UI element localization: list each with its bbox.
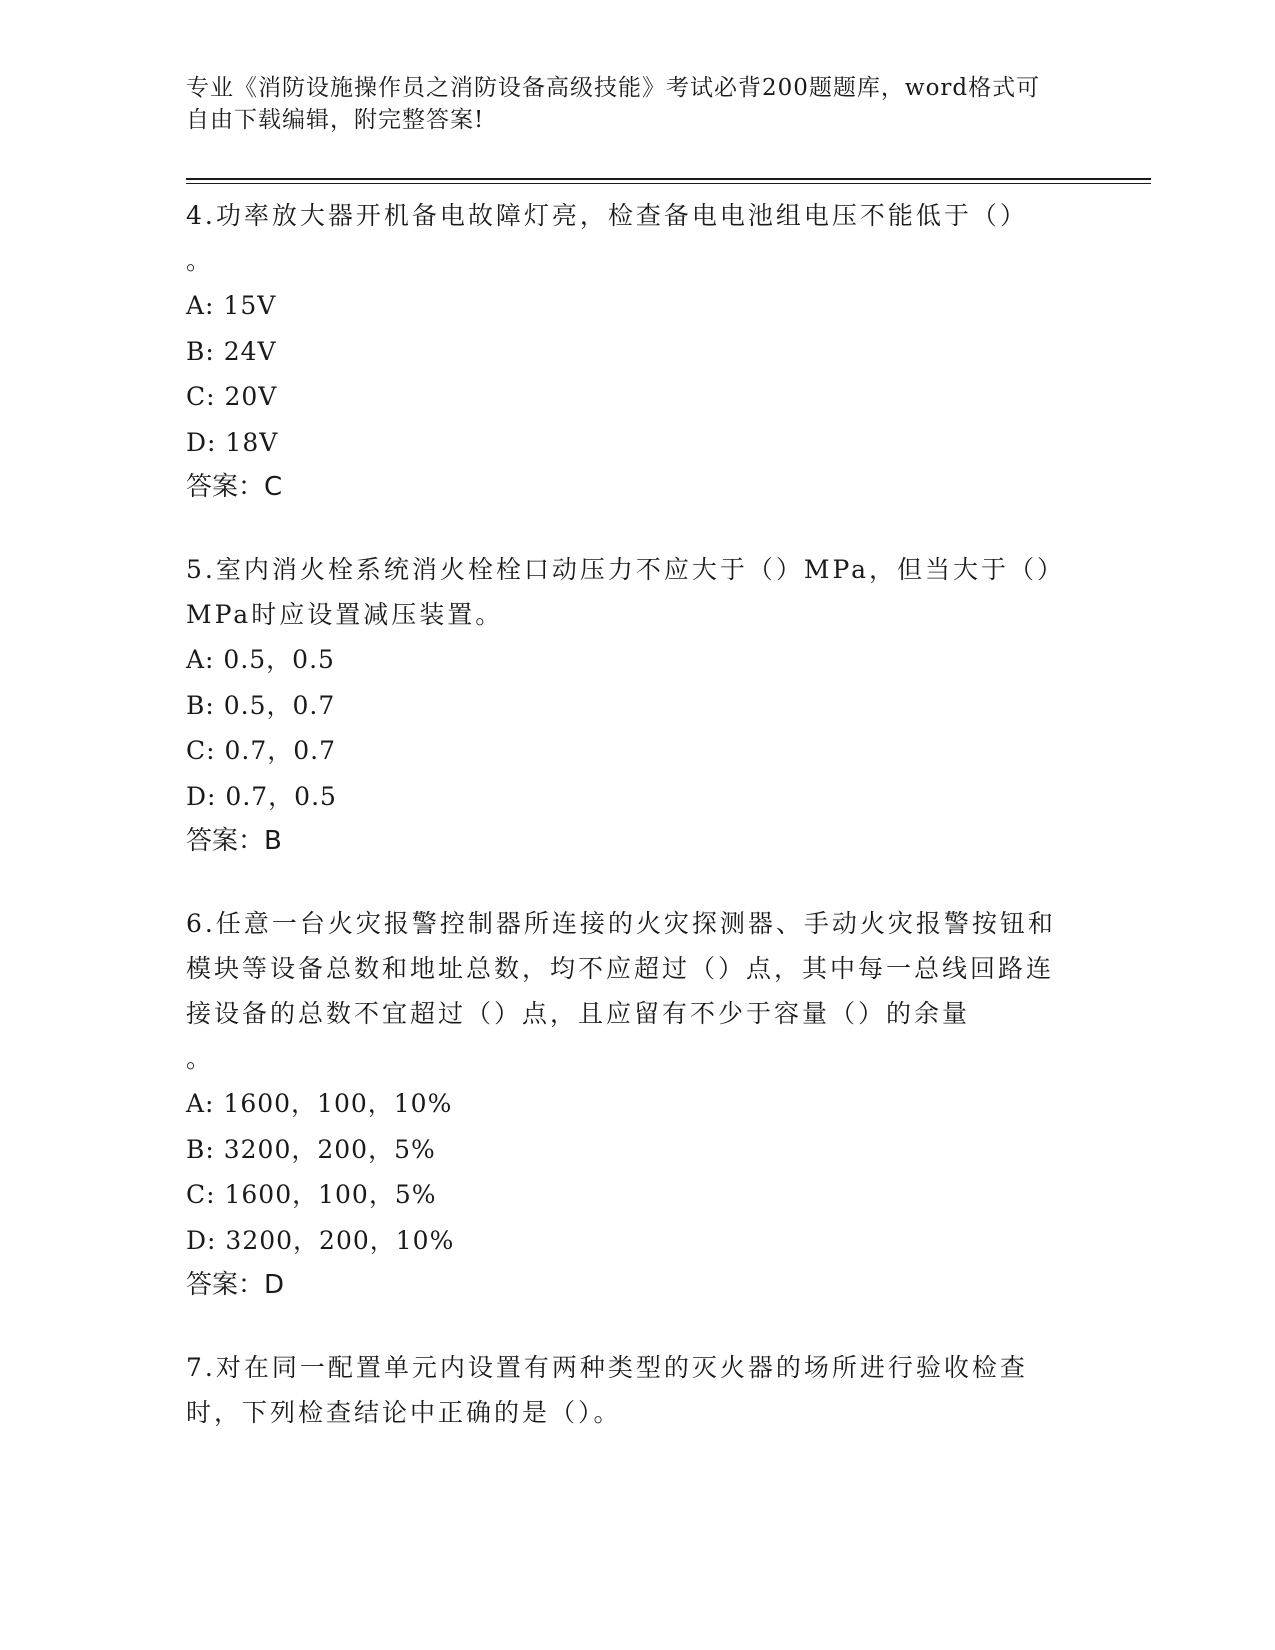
answer: 答案：C	[186, 472, 283, 502]
question-6	[186, 901, 1066, 1307]
option-a: A: 15V	[186, 291, 277, 320]
question-text-tail: 。	[186, 246, 215, 275]
option-b: B: 3200，200，5%	[186, 1134, 436, 1164]
option-a: A: 1600，100，10%	[186, 1089, 453, 1118]
option-a: A: 0.5，0.5	[186, 645, 335, 674]
option-d: D: 18V	[186, 427, 279, 457]
document-page	[186, 0, 1151, 1650]
header-line-1: 专业《消防设施操作员之消防设备高级技能》考试必背200题题库，word格式可	[186, 75, 1041, 101]
option-b: B: 0.5，0.7	[186, 690, 336, 720]
question-5	[186, 547, 1066, 863]
question-7	[186, 1345, 1066, 1435]
document-header	[186, 72, 1066, 136]
option-d: D: 3200，200，10%	[186, 1225, 455, 1255]
answer: 答案：B	[186, 826, 282, 856]
option-c: C: 1600，100，5%	[186, 1180, 437, 1209]
option-c: C: 0.7，0.7	[186, 736, 337, 765]
question-text: 5.室内消火栓系统消火栓栓口动压力不应大于（）MPa，但当大于（）MPa时应设置减压装置。	[186, 555, 1066, 629]
option-c: C: 20V	[186, 382, 278, 411]
answer: 答案：D	[186, 1270, 285, 1300]
question-text: 6.任意一台火灾报警控制器所连接的火灾探测器、手动火灾报警按钮和模块等设备总数和地址总数，均不应超过（）点，其中每一总线回路连接设备的总数不宜超过（）点，且应留有不少于容量（）的余量	[186, 909, 1056, 1028]
header-divider-thin	[186, 183, 1151, 184]
question-text: 4.功率放大器开机备电故障灯亮，检查备电电池组电压不能低于（）	[186, 201, 1028, 230]
question-list	[186, 193, 1066, 1473]
question-text: 7.对在同一配置单元内设置有两种类型的灭火器的场所进行验收检查时，下列检查结论中正确的是（）。	[186, 1353, 1028, 1427]
question-4	[186, 193, 1066, 509]
option-d: D: 0.7，0.5	[186, 781, 337, 811]
question-text-tail: 。	[186, 1044, 215, 1073]
option-b: B: 24V	[186, 336, 277, 366]
header-line-2: 自由下载编辑，附完整答案!	[186, 107, 485, 133]
header-divider-thick	[186, 178, 1151, 180]
